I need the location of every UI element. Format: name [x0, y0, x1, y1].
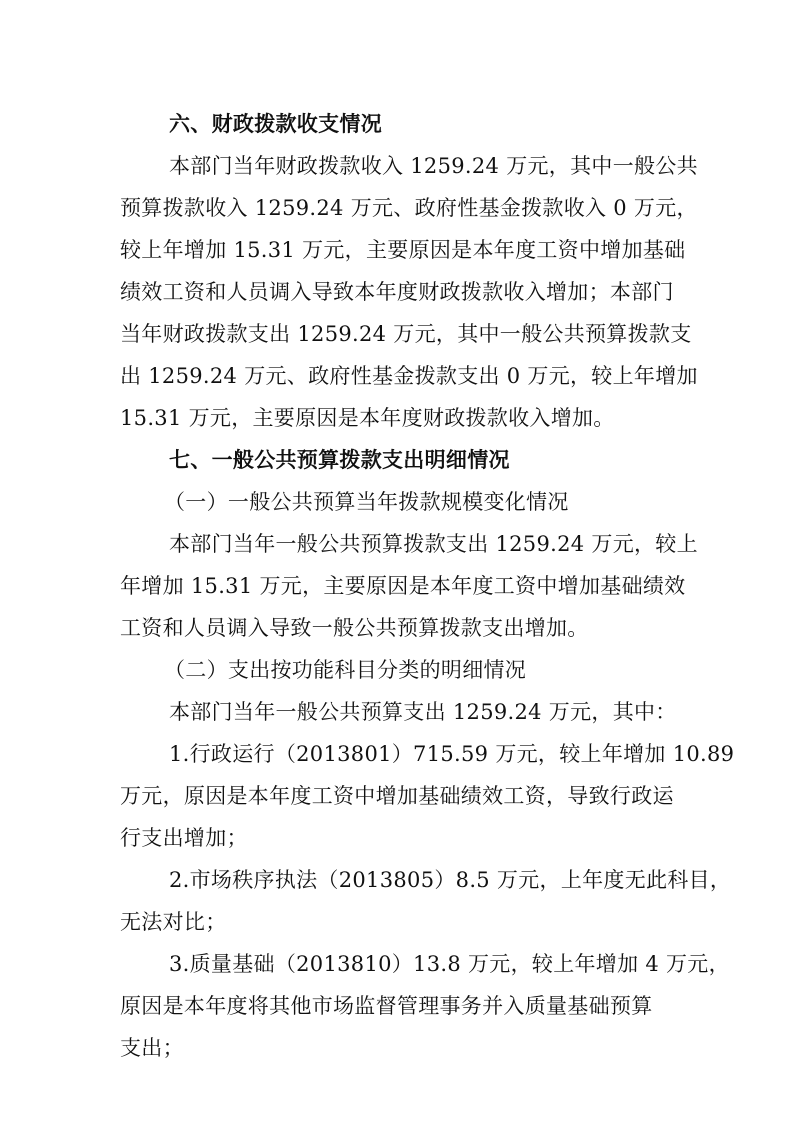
list-item-line — [0, 1028, 793, 1068]
list-item-text: 原因是本年度将其他市场监督管理事务并入质量基础预算 — [120, 994, 653, 1018]
paragraph-text: 本部门当年一般公共预算支出 1259.24 万元，其中： — [169, 700, 677, 724]
list-item-text: 万元，原因是本年度工资中增加基础绩效工资，导致行政运 — [120, 784, 674, 808]
paragraph-text: 工资和人员调入导致一般公共预算拨款支出增加。 — [120, 616, 589, 640]
paragraph-text: 15.31 万元，主要原因是本年度财政拨款收入增加。 — [120, 406, 615, 430]
paragraph-line — [0, 272, 793, 312]
list-item-text: 2.市场秩序执法（2013805）8.5 万元，上年度无此科目， — [169, 868, 732, 892]
list-item-line — [0, 902, 793, 942]
paragraph-line — [0, 146, 793, 186]
list-item-line — [0, 734, 793, 774]
paragraph-line — [0, 188, 793, 228]
subsection-heading-1-text: （一）一般公共预算当年拨款规模变化情况 — [164, 490, 569, 514]
list-item-text: 3.质量基础（2013810）13.8 万元，较上年增加 4 万元， — [169, 952, 730, 976]
list-item-text: 行支出增加； — [120, 826, 248, 850]
paragraph-line — [0, 524, 793, 564]
section-heading-6-text: 六、财政拨款收支情况 — [169, 112, 382, 136]
paragraph-text: 出 1259.24 万元、政府性基金拨款支出 0 万元，较上年增加 — [120, 364, 698, 388]
section-heading-7 — [0, 440, 793, 480]
section-heading-6 — [0, 104, 793, 144]
list-item-line — [0, 860, 793, 900]
paragraph-line — [0, 356, 793, 396]
list-item-line — [0, 818, 793, 858]
subsection-heading-1 — [0, 482, 793, 522]
paragraph-line — [0, 398, 793, 438]
paragraph-text: 本部门当年一般公共预算拨款支出 1259.24 万元，较上 — [169, 532, 698, 556]
paragraph-text: 年增加 15.31 万元，主要原因是本年度工资中增加基础绩效 — [120, 574, 686, 598]
subsection-heading-2 — [0, 650, 793, 690]
paragraph-line — [0, 608, 793, 648]
paragraph-text: 预算拨款收入 1259.24 万元、政府性基金拨款收入 0 万元， — [120, 196, 698, 220]
paragraph-text: 较上年增加 15.31 万元，主要原因是本年度工资中增加基础 — [120, 238, 686, 262]
paragraph-text: 绩效工资和人员调入导致本年度财政拨款收入增加；本部门 — [120, 280, 674, 304]
paragraph-line — [0, 314, 793, 354]
list-item-line — [0, 986, 793, 1026]
subsection-heading-2-text: （二）支出按功能科目分类的明细情况 — [164, 658, 527, 682]
paragraph-text: 本部门当年财政拨款收入 1259.24 万元，其中一般公共 — [169, 154, 698, 178]
paragraph-line — [0, 230, 793, 270]
paragraph-text: 当年财政拨款支出 1259.24 万元，其中一般公共预算拨款支 — [120, 322, 692, 346]
list-item-text: 支出； — [120, 1036, 184, 1060]
list-item-line — [0, 944, 793, 984]
section-heading-7-text: 七、一般公共预算拨款支出明细情况 — [169, 448, 510, 472]
paragraph-line — [0, 566, 793, 606]
list-item-line — [0, 776, 793, 816]
list-item-text: 无法对比； — [120, 910, 227, 934]
list-item-text: 1.行政运行（2013801）715.59 万元，较上年增加 10.89 — [169, 742, 735, 766]
paragraph-line — [0, 692, 793, 732]
